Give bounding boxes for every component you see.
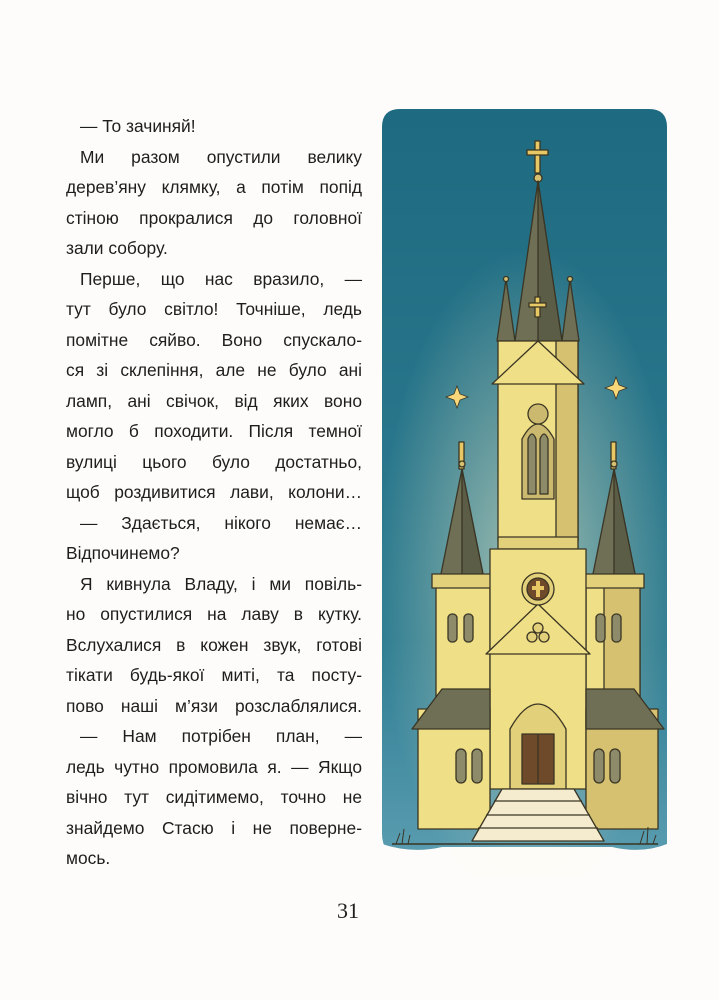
text-line: тікати будь-якої миті, та посту- <box>66 665 362 685</box>
text-line: стіною прокралися до головної <box>66 207 362 228</box>
text-line: мось. <box>66 848 111 868</box>
body-text <box>66 111 362 874</box>
text-line: — Нам потрібен план, — <box>80 726 362 746</box>
text-line: Вслухалися в кожен звук, готові <box>66 634 362 655</box>
text-line: Перше, що нас вразило, — <box>80 268 362 289</box>
cathedral-illustration <box>382 109 667 877</box>
text-line: Я кивнула Владу, і ми повіль- <box>80 573 362 594</box>
text-line: ламп, ані свічок, від яких воно <box>66 390 362 411</box>
text-line: Ми разом опустили велику <box>80 146 362 167</box>
text-line: знайдемо Стасю і не поверне- <box>66 817 362 838</box>
text-line: но опустилися на лаву в кутку. <box>66 604 362 624</box>
text-line: помітне сяйво. Воно спускало- <box>66 329 362 350</box>
text-line: ледь чутно промовила я. — Якщо <box>66 756 362 777</box>
text-line: дерев’яну клямку, а потім попід <box>66 177 362 197</box>
text-line: щоб роздивитися лави, колони… <box>66 482 362 502</box>
page-number: 31 <box>337 898 359 923</box>
text-line: — Здається, нікого немає… <box>80 512 362 533</box>
text-line: Відпочинемо? <box>66 543 180 563</box>
text-line: пово наші м’язи розслаблялися. <box>66 695 362 716</box>
text-line: вічно тут сидітимемо, точно не <box>66 787 362 807</box>
text-line: ся зі склепіння, але не було ані <box>66 360 362 380</box>
text-line: — То зачиняй! <box>80 116 196 136</box>
text-line: тут було світло! Точніше, ледь <box>66 299 362 319</box>
text-line: вулиці цього було достатньо, <box>66 451 362 472</box>
text-line: зали собору. <box>66 238 168 258</box>
text-line: могло б походити. Після темної <box>66 421 362 441</box>
